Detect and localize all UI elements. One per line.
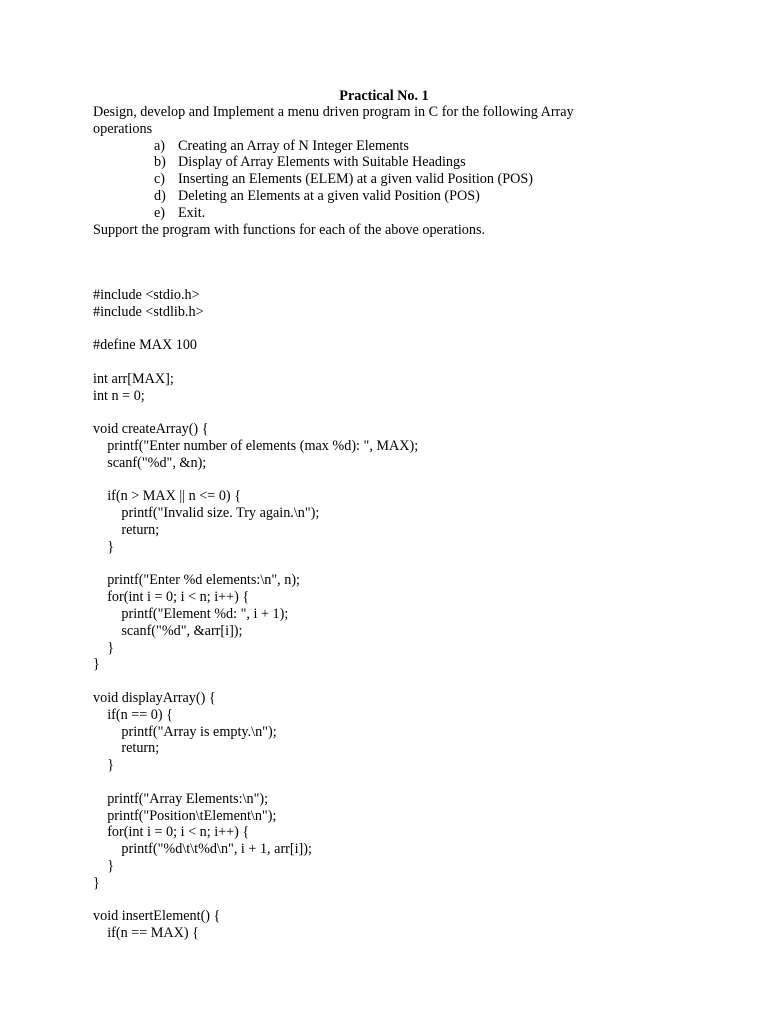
operation-marker: c) (154, 171, 166, 188)
code-line: int n = 0; (93, 387, 145, 404)
code-line: printf("Element %d: ", i + 1); (93, 605, 289, 622)
code-line: if(n == 0) { (93, 706, 173, 723)
code-line (93, 472, 713, 489)
code-line: scanf("%d", &n); (93, 454, 207, 471)
operation-item (93, 138, 653, 155)
code-line: for(int i = 0; i < n; i++) { (93, 824, 250, 841)
code-line: scanf("%d", &arr[i]); (93, 622, 243, 639)
code-line: int arr[MAX]; (93, 370, 174, 387)
code-line (93, 354, 713, 371)
operation-item (93, 205, 653, 222)
code-listing (93, 270, 713, 942)
operation-text: Display of Array Elements with Suitable Headings (178, 154, 466, 171)
code-line (93, 556, 713, 573)
document-title: Practical No. 1 (339, 88, 429, 104)
code-line: } (93, 874, 100, 891)
operation-text: Creating an Array of N Integer Elements (178, 137, 409, 154)
code-line: void displayArray() { (93, 689, 216, 706)
operation-marker: d) (154, 187, 166, 204)
code-line: } (93, 538, 114, 555)
operation-item (93, 171, 653, 188)
code-line: #include <stdlib.h> (93, 303, 204, 320)
operation-text: Exit. (178, 204, 206, 221)
code-line: return; (93, 740, 160, 757)
code-line: } (93, 857, 114, 874)
code-line: void createArray() { (93, 421, 209, 438)
code-line: } (93, 757, 114, 774)
code-line: } (93, 656, 100, 673)
code-line: return; (93, 521, 160, 538)
operation-text: Inserting an Elements (ELEM) at a given valid Position (POS) (178, 171, 534, 188)
code-line: printf("Position\tElement\n"); (93, 807, 277, 824)
code-line (93, 774, 713, 791)
operation-marker: e) (154, 204, 166, 221)
description-text: Design, develop and Implement a menu driven program in C for the following Array (93, 104, 574, 120)
code-line: printf("Invalid size. Try again.\n"); (93, 505, 320, 522)
code-line: if(n > MAX || n <= 0) { (93, 488, 242, 505)
description-continuation: operations (93, 120, 153, 137)
code-line: printf("Enter number of elements (max %d): ", MAX); (93, 437, 419, 454)
code-line (93, 320, 713, 337)
code-line: void insertElement() { (93, 908, 221, 925)
operation-text: Deleting an Elements at a given valid Position (POS) (178, 187, 480, 204)
code-line: printf("%d\t\t%d\n", i + 1, arr[i]); (93, 841, 312, 858)
code-line: printf("Array Elements:\n"); (93, 790, 269, 807)
code-line: for(int i = 0; i < n; i++) { (93, 589, 250, 606)
code-line: printf("Enter %d elements:\n", n); (93, 572, 301, 589)
code-line (93, 891, 713, 908)
operations-list (93, 138, 653, 222)
operation-item (93, 154, 653, 171)
code-line: if(n == MAX) { (93, 925, 199, 942)
code-line (93, 673, 713, 690)
support-note: Support the program with functions for each of the above operations. (93, 221, 486, 238)
problem-statement (93, 104, 653, 238)
code-line: #include <stdio.h> (93, 286, 200, 303)
code-line: } (93, 639, 114, 656)
operation-item (93, 188, 653, 205)
code-line: #define MAX 100 (93, 337, 198, 354)
code-line: printf("Array is empty.\n"); (93, 723, 277, 740)
code-line (93, 270, 713, 287)
code-line (93, 404, 713, 421)
operation-marker: a) (154, 137, 166, 154)
operation-marker: b) (154, 154, 166, 171)
